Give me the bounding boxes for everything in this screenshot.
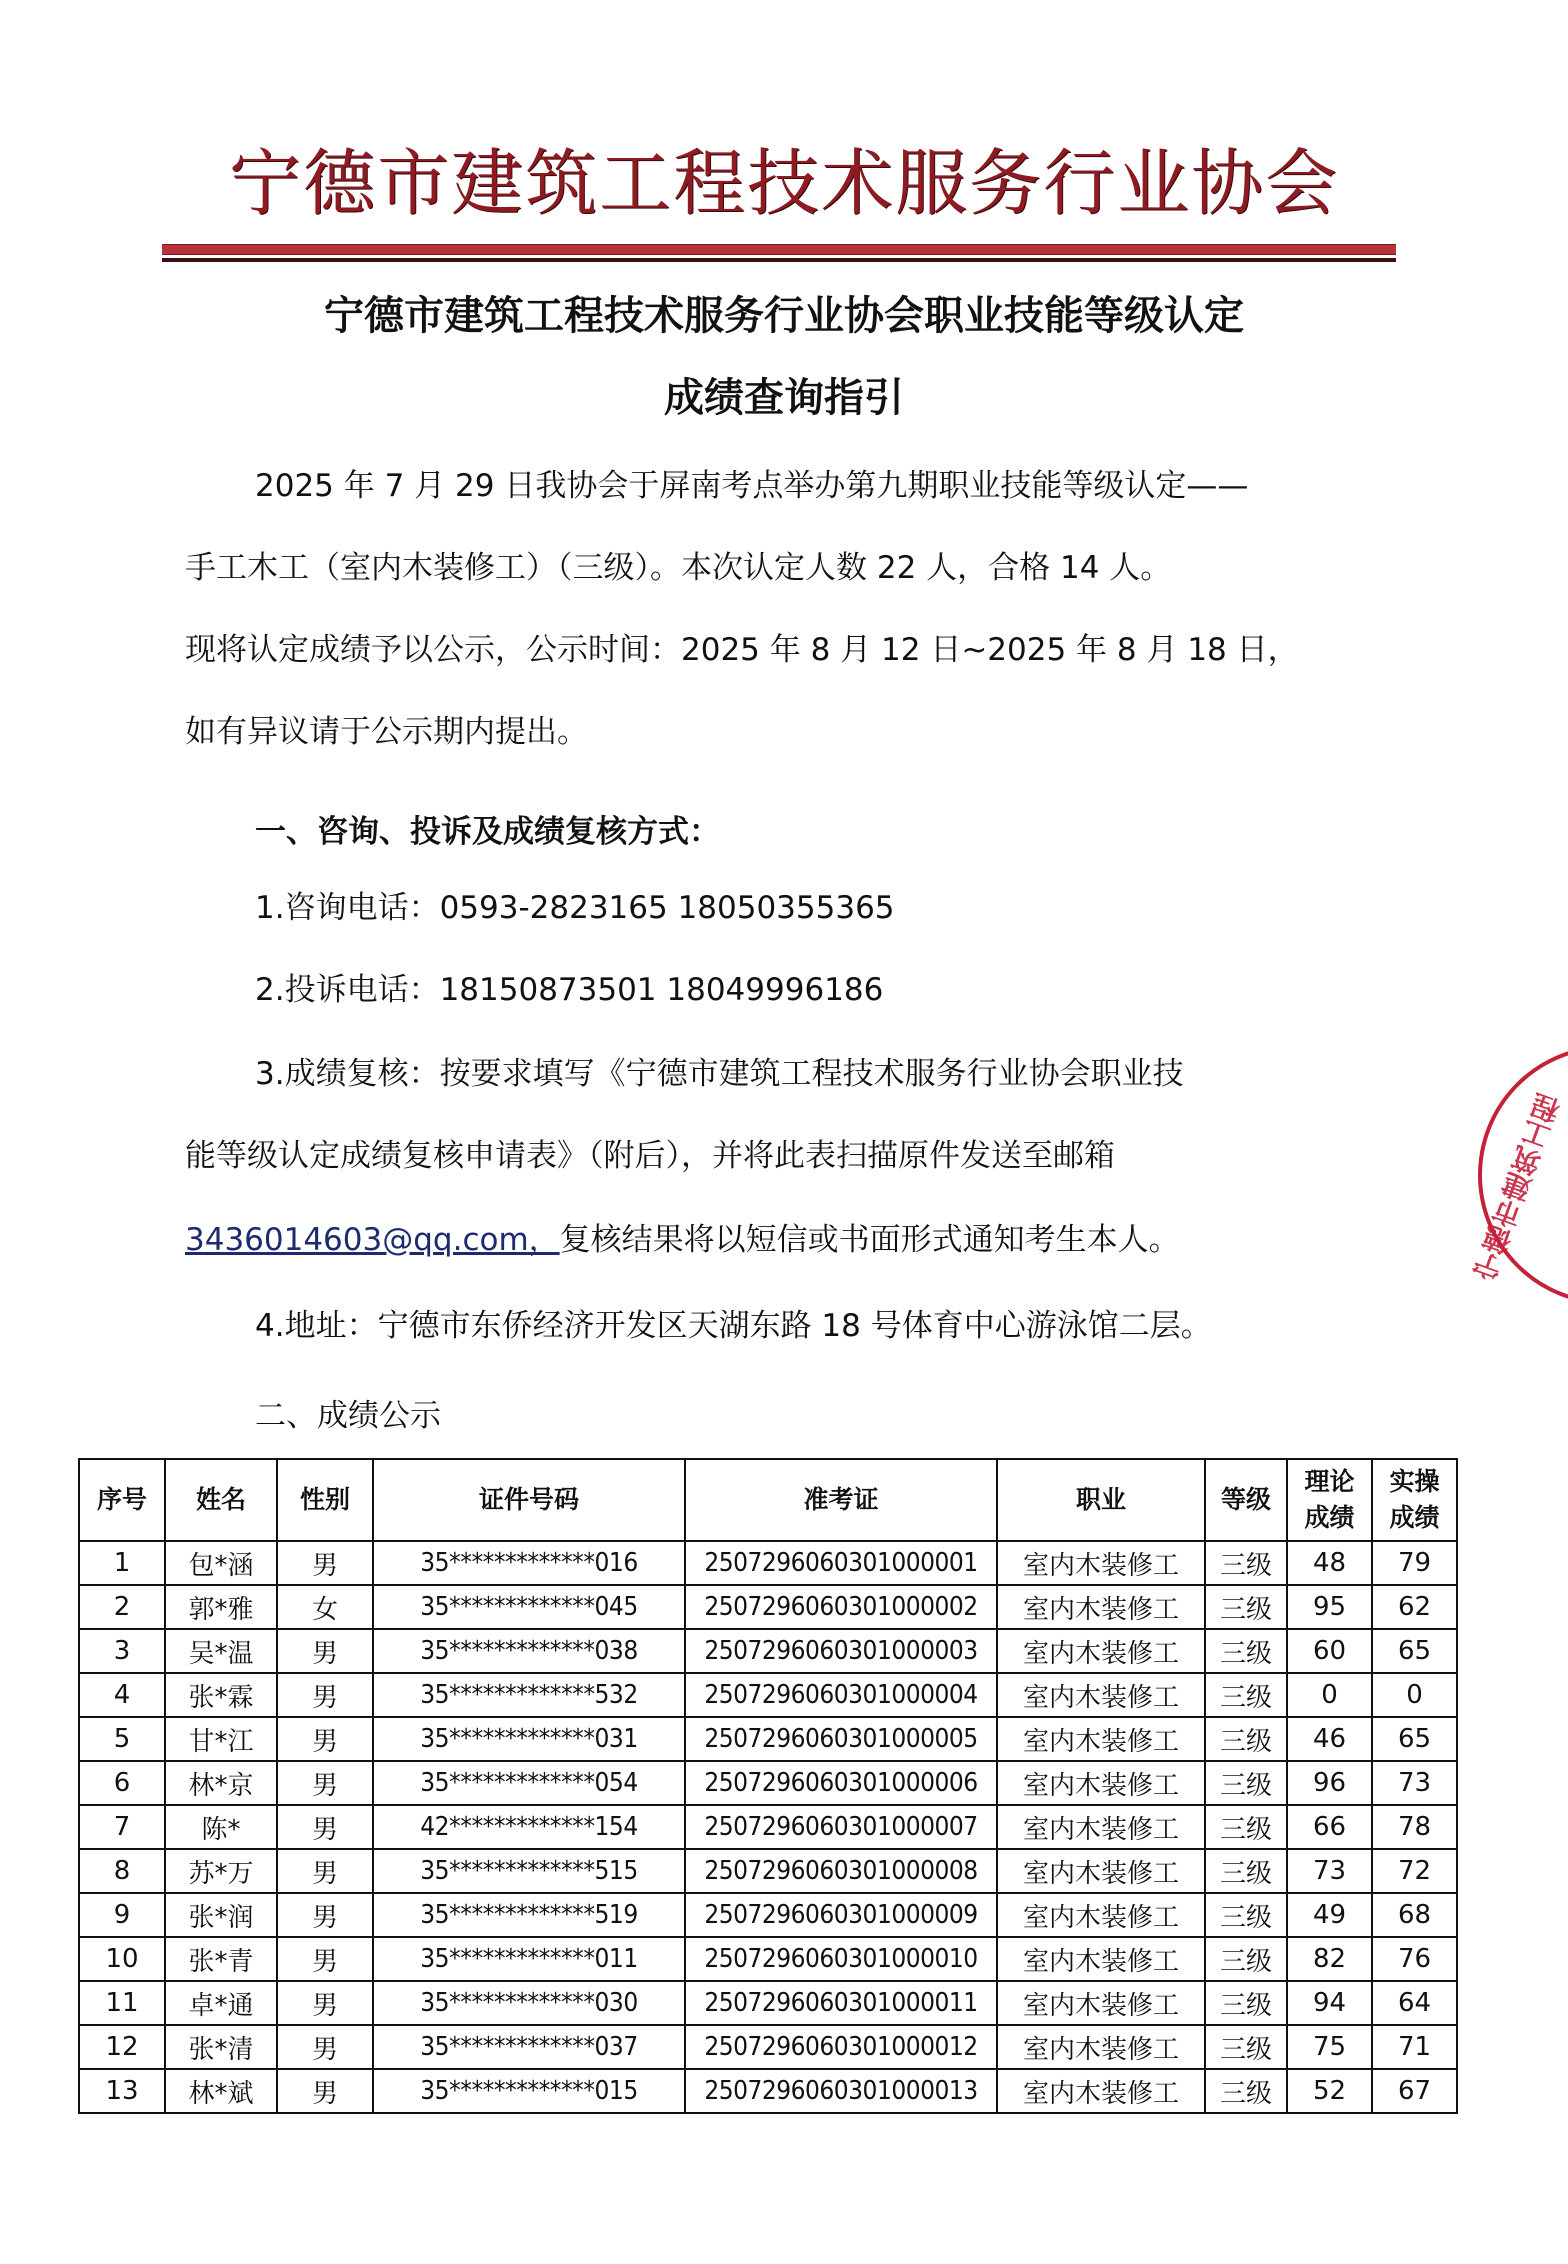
review-email-link[interactable]: 3436014603@qq.com， xyxy=(185,1222,560,1258)
header-theory-l1: 理论 xyxy=(1304,1467,1355,1496)
cell-gender: 男 xyxy=(277,1981,373,2025)
section1-heading: 一、咨询、投诉及成绩复核方式： xyxy=(255,814,720,850)
cell-ticket: 2507296060301000013 xyxy=(685,2069,997,2113)
cell-theory-score: 49 xyxy=(1287,1893,1372,1937)
cell-name: 卓*通 xyxy=(165,1981,277,2025)
cell-theory-score: 52 xyxy=(1287,2069,1372,2113)
review-line-3 xyxy=(185,1220,1385,1260)
cell-name: 吴*温 xyxy=(165,1629,277,1673)
cell-level: 三级 xyxy=(1205,1717,1287,1761)
table-row xyxy=(79,1717,1457,1761)
cell-name: 苏*万 xyxy=(165,1849,277,1893)
cell-theory-score: 82 xyxy=(1287,1937,1372,1981)
cell-gender: 男 xyxy=(277,1937,373,1981)
table-row xyxy=(79,1805,1457,1849)
cell-no: 2 xyxy=(79,1585,165,1629)
cell-id-number: 35*************515 xyxy=(373,1849,685,1893)
cell-practice-score: 65 xyxy=(1372,1717,1457,1761)
cell-occupation: 室内木装修工 xyxy=(997,1981,1205,2025)
cell-occupation: 室内木装修工 xyxy=(997,1673,1205,1717)
cell-theory-score: 66 xyxy=(1287,1805,1372,1849)
table-row xyxy=(79,1673,1457,1717)
cell-level: 三级 xyxy=(1205,1673,1287,1717)
cell-occupation: 室内木装修工 xyxy=(997,1849,1205,1893)
table-row xyxy=(79,1937,1457,1981)
header-id-number: 证件号码 xyxy=(373,1459,685,1541)
cell-level: 三级 xyxy=(1205,1893,1287,1937)
address: 4.地址：宁德市东侨经济开发区天湖东路 18 号体育中心游泳馆二层。 xyxy=(255,1308,1212,1344)
cell-theory-score: 48 xyxy=(1287,1541,1372,1585)
review-line-3-rest: 复核结果将以短信或书面形式通知考生本人。 xyxy=(559,1222,1180,1258)
cell-gender: 男 xyxy=(277,2069,373,2113)
cell-gender: 男 xyxy=(277,1805,373,1849)
cell-no: 4 xyxy=(79,1673,165,1717)
cell-ticket: 2507296060301000012 xyxy=(685,2025,997,2069)
cell-theory-score: 75 xyxy=(1287,2025,1372,2069)
cell-occupation: 室内木装修工 xyxy=(997,1937,1205,1981)
table-row xyxy=(79,1893,1457,1937)
cell-gender: 男 xyxy=(277,1673,373,1717)
cell-ticket: 2507296060301000006 xyxy=(685,1761,997,1805)
document-title-line2: 成绩查询指引 xyxy=(664,375,904,421)
cell-theory-score: 60 xyxy=(1287,1629,1372,1673)
header-theory-score xyxy=(1287,1459,1372,1541)
cell-practice-score: 65 xyxy=(1372,1629,1457,1673)
header-theory-l2: 成绩 xyxy=(1304,1503,1355,1532)
header-practice-score xyxy=(1372,1459,1457,1541)
cell-theory-score: 73 xyxy=(1287,1849,1372,1893)
intro-line-3: 现将认定成绩予以公示，公示时间：2025 年 8 月 12 日~2025 年 8 月 18 日， xyxy=(185,632,1299,668)
cell-id-number: 35*************016 xyxy=(373,1541,685,1585)
cell-practice-score: 78 xyxy=(1372,1805,1457,1849)
cell-id-number: 35*************015 xyxy=(373,2069,685,2113)
cell-id-number: 35*************037 xyxy=(373,2025,685,2069)
header-gender: 性别 xyxy=(277,1459,373,1541)
cell-theory-score: 95 xyxy=(1287,1585,1372,1629)
cell-level: 三级 xyxy=(1205,1849,1287,1893)
cell-id-number: 42*************154 xyxy=(373,1805,685,1849)
intro-line-1: 2025 年 7 月 29 日我协会于屏南考点举办第九期职业技能等级认定—— xyxy=(255,468,1249,504)
cell-id-number: 35*************030 xyxy=(373,1981,685,2025)
cell-ticket: 2507296060301000008 xyxy=(685,1849,997,1893)
cell-gender: 男 xyxy=(277,1629,373,1673)
cell-no: 1 xyxy=(79,1541,165,1585)
cell-no: 9 xyxy=(79,1893,165,1937)
header-level: 等级 xyxy=(1205,1459,1287,1541)
cell-level: 三级 xyxy=(1205,2069,1287,2113)
cell-gender: 男 xyxy=(277,2025,373,2069)
cell-ticket: 2507296060301000003 xyxy=(685,1629,997,1673)
cell-no: 7 xyxy=(79,1805,165,1849)
table-row xyxy=(79,1849,1457,1893)
review-line-2: 能等级认定成绩复核申请表》（附后），并将此表扫描原件发送至邮箱 xyxy=(185,1138,1115,1174)
cell-practice-score: 71 xyxy=(1372,2025,1457,2069)
consult-phone: 1.咨询电话：0593-2823165 18050355365 xyxy=(255,890,895,926)
cell-practice-score: 79 xyxy=(1372,1541,1457,1585)
table-header-row xyxy=(79,1459,1457,1541)
table-row xyxy=(79,1761,1457,1805)
cell-practice-score: 68 xyxy=(1372,1893,1457,1937)
cell-id-number: 35*************519 xyxy=(373,1893,685,1937)
cell-name: 林*斌 xyxy=(165,2069,277,2113)
cell-ticket: 2507296060301000009 xyxy=(685,1893,997,1937)
cell-no: 12 xyxy=(79,2025,165,2069)
cell-no: 6 xyxy=(79,1761,165,1805)
cell-id-number: 35*************038 xyxy=(373,1629,685,1673)
table-body xyxy=(79,1541,1457,2113)
cell-level: 三级 xyxy=(1205,1585,1287,1629)
cell-id-number: 35*************031 xyxy=(373,1717,685,1761)
cell-name: 陈* xyxy=(165,1805,277,1849)
cell-id-number: 35*************045 xyxy=(373,1585,685,1629)
cell-no: 3 xyxy=(79,1629,165,1673)
review-line-1: 3.成绩复核：按要求填写《宁德市建筑工程技术服务行业协会职业技 xyxy=(255,1056,1184,1092)
cell-theory-score: 96 xyxy=(1287,1761,1372,1805)
intro-line-4: 如有异议请于公示期内提出。 xyxy=(185,714,588,750)
cell-occupation: 室内木装修工 xyxy=(997,1805,1205,1849)
cell-id-number: 35*************532 xyxy=(373,1673,685,1717)
cell-occupation: 室内木装修工 xyxy=(997,2025,1205,2069)
cell-level: 三级 xyxy=(1205,1937,1287,1981)
cell-occupation: 室内木装修工 xyxy=(997,1629,1205,1673)
cell-practice-score: 62 xyxy=(1372,1585,1457,1629)
cell-no: 5 xyxy=(79,1717,165,1761)
table-row xyxy=(79,1541,1457,1585)
header-practice-l2: 成绩 xyxy=(1389,1503,1440,1532)
header-practice-l1: 实操 xyxy=(1389,1467,1440,1496)
cell-gender: 女 xyxy=(277,1585,373,1629)
cell-gender: 男 xyxy=(277,1893,373,1937)
cell-no: 11 xyxy=(79,1981,165,2025)
table-row xyxy=(79,1981,1457,2025)
section2-heading: 二、成绩公示 xyxy=(255,1398,441,1434)
cell-ticket: 2507296060301000010 xyxy=(685,1937,997,1981)
cell-name: 张*青 xyxy=(165,1937,277,1981)
letterhead-dark-rule xyxy=(162,258,1396,262)
cell-occupation: 室内木装修工 xyxy=(997,1585,1205,1629)
cell-theory-score: 46 xyxy=(1287,1717,1372,1761)
cell-no: 8 xyxy=(79,1849,165,1893)
cell-name: 包*涵 xyxy=(165,1541,277,1585)
cell-gender: 男 xyxy=(277,1761,373,1805)
cell-level: 三级 xyxy=(1205,1761,1287,1805)
cell-no: 13 xyxy=(79,2069,165,2113)
cell-ticket: 2507296060301000011 xyxy=(685,1981,997,2025)
cell-level: 三级 xyxy=(1205,1981,1287,2025)
cell-ticket: 2507296060301000007 xyxy=(685,1805,997,1849)
cell-name: 张*霖 xyxy=(165,1673,277,1717)
cell-theory-score: 0 xyxy=(1287,1673,1372,1717)
header-no: 序号 xyxy=(79,1459,165,1541)
complaint-phone: 2.投诉电话：18150873501 18049996186 xyxy=(255,972,884,1008)
cell-occupation: 室内木装修工 xyxy=(997,1893,1205,1937)
cell-name: 甘*江 xyxy=(165,1717,277,1761)
header-name: 姓名 xyxy=(165,1459,277,1541)
cell-ticket: 2507296060301000005 xyxy=(685,1717,997,1761)
header-occupation: 职业 xyxy=(997,1459,1205,1541)
cell-level: 三级 xyxy=(1205,2025,1287,2069)
cell-gender: 男 xyxy=(277,1717,373,1761)
table-row xyxy=(79,1629,1457,1673)
cell-theory-score: 94 xyxy=(1287,1981,1372,2025)
cell-occupation: 室内木装修工 xyxy=(997,1541,1205,1585)
cell-practice-score: 67 xyxy=(1372,2069,1457,2113)
document-title-line1: 宁德市建筑工程技术服务行业协会职业技能等级认定 xyxy=(324,293,1244,339)
cell-ticket: 2507296060301000002 xyxy=(685,1585,997,1629)
cell-occupation: 室内木装修工 xyxy=(997,1717,1205,1761)
cell-occupation: 室内木装修工 xyxy=(997,2069,1205,2113)
cell-ticket: 2507296060301000001 xyxy=(685,1541,997,1585)
cell-practice-score: 72 xyxy=(1372,1849,1457,1893)
intro-line-2: 手工木工（室内木装修工）（三级）。本次认定人数 22 人，合格 14 人。 xyxy=(185,550,1172,586)
table-row xyxy=(79,1585,1457,1629)
table-row xyxy=(79,2025,1457,2069)
cell-practice-score: 76 xyxy=(1372,1937,1457,1981)
cell-name: 郭*雅 xyxy=(165,1585,277,1629)
cell-practice-score: 64 xyxy=(1372,1981,1457,2025)
header-ticket: 准考证 xyxy=(685,1459,997,1541)
cell-name: 林*京 xyxy=(165,1761,277,1805)
cell-no: 10 xyxy=(79,1937,165,1981)
cell-id-number: 35*************054 xyxy=(373,1761,685,1805)
cell-name: 张*润 xyxy=(165,1893,277,1937)
official-seal-text: 宁德市建筑工程 xyxy=(1468,1090,1567,1286)
cell-ticket: 2507296060301000004 xyxy=(685,1673,997,1717)
table-row xyxy=(79,2069,1457,2113)
cell-level: 三级 xyxy=(1205,1541,1287,1585)
cell-name: 张*清 xyxy=(165,2025,277,2069)
cell-level: 三级 xyxy=(1205,1805,1287,1849)
cell-id-number: 35*************011 xyxy=(373,1937,685,1981)
cell-occupation: 室内木装修工 xyxy=(997,1761,1205,1805)
cell-practice-score: 73 xyxy=(1372,1761,1457,1805)
cell-practice-score: 0 xyxy=(1372,1673,1457,1717)
cell-gender: 男 xyxy=(277,1849,373,1893)
cell-gender: 男 xyxy=(277,1541,373,1585)
letterhead-red-rule xyxy=(162,244,1396,255)
letterhead-org-name: 宁德市建筑工程技术服务行业协会 xyxy=(228,141,1339,225)
scores-table xyxy=(78,1458,1458,2114)
cell-level: 三级 xyxy=(1205,1629,1287,1673)
